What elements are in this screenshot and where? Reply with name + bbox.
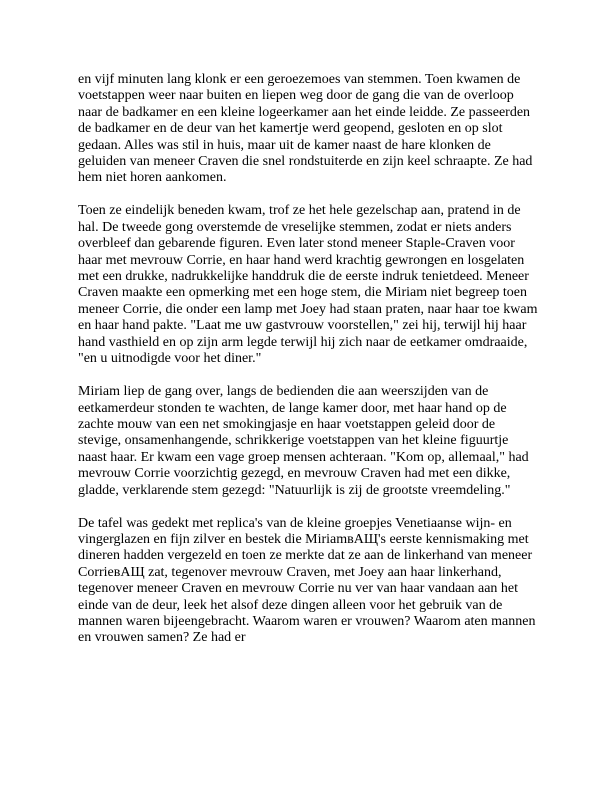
document-page [78, 72, 538, 663]
paragraph-2: Toen ze eindelijk beneden kwam, trof ze het hele gezelschap aan, pratend in de hal. De tweede gong overstemde de vreselijke stemmen, zodat er niets anders overbleef dan gebarende figuren. Even later stond meneer Staple-Craven voor haar met mevrouw Corrie, en haar hand werd krachtig gewrongen en losgelaten met een drukke, nadrukkelijke handdruk die de eerste indruk tenietdeed. Meneer Craven maakte een opmerking met een hoge stem, die Miriam niet begreep toen meneer Corrie, die onder een lamp met Joey had staan praten, naar haar toe kwam en haar hand pakte. "Laat me uw gastvrouw voorstellen," zei hij, terwijl hij haar hand vasthield en op zijn arm legde terwijl hij zich naar de eetkamer omdraaide, "en u uitnodigde voor het diner." [78, 203, 538, 367]
paragraph-1: en vijf minuten lang klonk er een geroezemoes van stemmen. Toen kwamen de voetstappen weer naar buiten en liepen weg door de gang die van de overloop naar de badkamer en een kleine logeerkamer aan het einde leidde. Ze passeerden de badkamer en de deur van het kamertje werd geopend, gesloten en op slot gedaan. Alles was stil in huis, maar uit de kamer naast de hare klonken de geluiden van meneer Craven die snel rondstuiterde en zijn keel schraapte. Ze had hem niet horen aankomen. [78, 72, 533, 186]
paragraph-4: De tafel was gedekt met replica's van de kleine groepjes Venetiaanse wijn- en vingerglazen en fijn zilver en bestek die MiriamвАЩ's eerste kennismaking met dineren hadden vergezeld en toen ze merkte dat ze aan de linkerhand van meneer CorrieвАЩ zat, tegenover mevrouw Craven, met Joey aan haar linkerhand, tegenover meneer Craven en mevrouw Corrie nu ver van haar vandaan aan het einde van de deur, leek het alsof deze dingen alleen voor het gebruik van de mannen waren bijeengebracht. Waarom waren er vrouwen? Waarom aten mannen en vrouwen samen? Ze had er [78, 515, 536, 646]
paragraph-3: Miriam liep de gang over, langs de bedienden die aan weerszijden van de eetkamerdeur stonden te wachten, de lange kamer door, met haar hand op de zachte mouw van een net smokingjasje en haar voetstappen geleid door de stevige, onsamenhangende, schrikkerige voetstappen van het kleine figuurtje naast haar. Er kwam een vage groep mensen achteraan. "Kom op, allemaal," had mevrouw Corrie voorzichtig gezegd, en mevrouw Craven had met een dikke, gladde, verklarende stem gezegd: "Natuurlijk is zij de grootste vreemdeling." [78, 384, 529, 498]
